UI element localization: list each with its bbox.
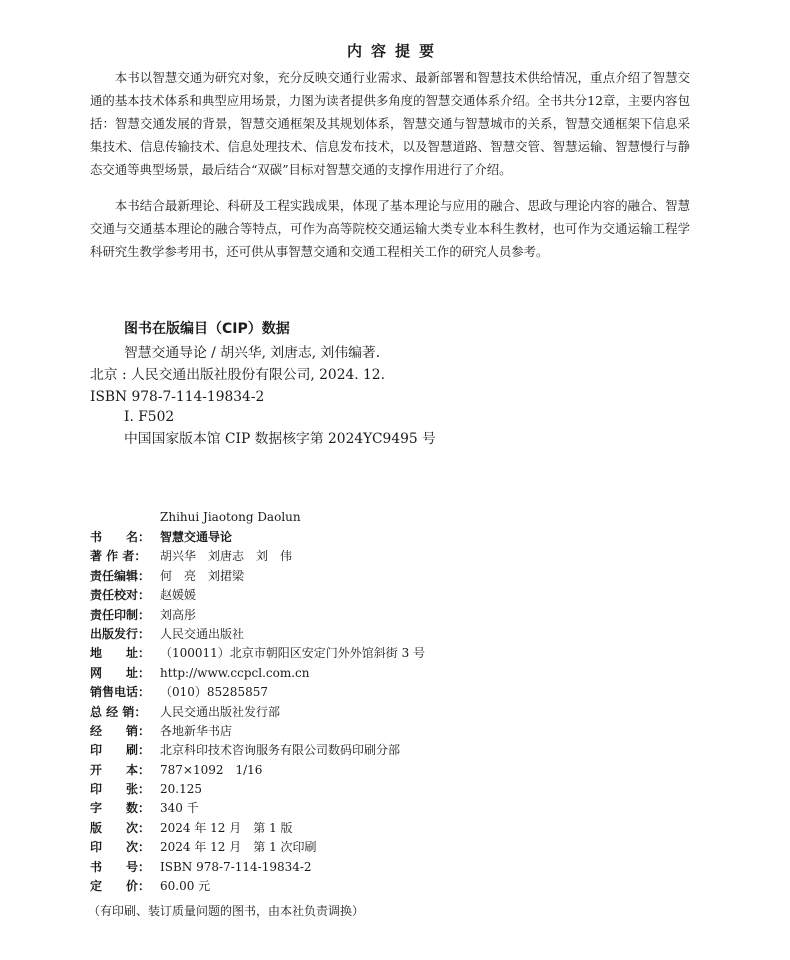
info-row-sales-phone	[90, 683, 425, 702]
copyright-info-list	[90, 528, 425, 896]
info-value: 60.00 元	[160, 879, 211, 894]
info-row-address	[90, 644, 425, 663]
info-row-price	[90, 877, 425, 896]
info-row-print-supervisor	[90, 606, 425, 625]
cip-title-author-line: 智慧交通导论 / 胡兴华, 刘唐志, 刘伟编著.	[124, 345, 381, 361]
info-value: 北京科印技术咨询服务有限公司数码印刷分部	[160, 743, 401, 758]
info-label: 书 名：	[90, 530, 151, 544]
info-value: （100011）北京市朝阳区安定门外外馆斜街 3 号	[160, 646, 426, 661]
info-label: 责任编辑：	[90, 568, 151, 583]
info-label: 总 经 销：	[90, 704, 147, 719]
summary-paragraph-2: 本书结合最新理论、科研及工程实践成果，体现了基本理论与应用的融合、思政与理论内容的融合、智慧交通与交通基本理论的融合等特点，可作为高等院校交通运输大类专业本科生教材，也可作为交通运输工程学科研究生教学参考用书，还可供从事智慧交通和交通工程相关工作的研究人员参考。	[90, 198, 690, 259]
info-row-general-distributor	[90, 703, 425, 722]
info-value: 787×1092 1/16	[160, 762, 263, 777]
summary-title: 内容提要	[346, 42, 443, 60]
info-row-word-count	[90, 799, 425, 818]
cip-classification-line: Ⅰ. F502	[124, 409, 175, 425]
cip-heading: 图书在版编目（CIP）数据	[124, 321, 290, 337]
info-label: 网 址：	[90, 665, 151, 680]
summary-paragraph-1: 本书以智慧交通为研究对象，充分反映交通行业需求、最新部署和智慧技术供给情况，重点介绍了智慧交通的基本技术体系和典型应用场景，力图为读者提供多角度的智慧交通体系介绍。全书共分12章，主要内容包括：智慧交通发展的背景，智慧交通框架及其规划体系，智慧交通与智慧城市的关系，智慧交通框架下信息采集技术、信息传输技术、信息处理技术、信息发布技术，以及智慧道路、智慧交管、智慧运输、智慧慢行与静态交通等典型场景，最后结合“双碳”目标对智慧交通的支撑作用进行了介绍。	[90, 70, 690, 177]
info-label: 书 号：	[90, 859, 151, 874]
info-row-editor	[90, 567, 425, 586]
info-row-proofreader	[90, 586, 425, 605]
info-row-edition	[90, 819, 425, 838]
info-value: 人民交通出版社	[160, 626, 245, 641]
info-value: 各地新华书店	[160, 723, 233, 738]
info-value: ISBN 978-7-114-19834-2	[160, 859, 312, 874]
info-label: 开 本：	[90, 762, 151, 777]
info-value: http://www.ccpcl.com.cn	[160, 665, 310, 680]
info-value: 2024 年 12 月 第 1 版	[160, 820, 293, 835]
info-label: 定 价：	[90, 879, 151, 894]
info-value: 何 亮 刘捃梁	[160, 568, 245, 583]
info-row-printer	[90, 741, 425, 760]
info-label: 责任印制：	[90, 607, 151, 622]
info-label: 版 次：	[90, 820, 151, 835]
info-value: 20.125	[160, 782, 202, 797]
info-label: 出版发行：	[90, 626, 151, 641]
info-value: 2024 年 12 月 第 1 次印刷	[160, 840, 317, 855]
info-label: 地 址：	[90, 646, 151, 661]
info-row-printing	[90, 838, 425, 857]
info-label: 印 张：	[90, 782, 151, 797]
info-value: 智慧交通导论	[160, 530, 233, 544]
info-value: 人民交通出版社发行部	[160, 704, 281, 719]
cip-isbn-line: ISBN 978-7-114-19834-2	[90, 389, 265, 405]
info-label: 销售电话：	[90, 685, 151, 700]
info-label: 经 销：	[90, 723, 151, 738]
info-label: 责任校对：	[90, 588, 151, 603]
info-row-sheets	[90, 780, 425, 799]
info-label: 著 作 者：	[90, 549, 147, 564]
info-row-authors	[90, 547, 425, 566]
info-label: 印 刷：	[90, 743, 151, 758]
pinyin-title: Zhihui Jiaotong Daolun	[160, 510, 301, 524]
info-value: （010）85285857	[160, 685, 268, 700]
info-label: 印 次：	[90, 840, 151, 855]
cip-publisher-line: 北京 : 人民交通出版社股份有限公司, 2024. 12.	[90, 367, 385, 383]
info-row-isbn	[90, 858, 425, 877]
cip-record-number-line: 中国国家版本馆 CIP 数据核字第 2024YC9495 号	[124, 431, 436, 447]
info-value: 胡兴华 刘唐志 刘 伟	[160, 549, 293, 564]
info-label: 字 数：	[90, 801, 151, 816]
info-value: 340 千	[160, 801, 199, 816]
quality-notice: （有印刷、装订质量问题的图书，由本社负责调换）	[88, 904, 365, 918]
info-value: 赵媛媛	[160, 588, 197, 603]
info-row-distributor	[90, 722, 425, 741]
info-row-publisher	[90, 625, 425, 644]
info-row-format	[90, 761, 425, 780]
info-value: 刘高彤	[160, 607, 197, 622]
info-row-website	[90, 664, 425, 683]
info-row-book-title	[90, 528, 425, 547]
